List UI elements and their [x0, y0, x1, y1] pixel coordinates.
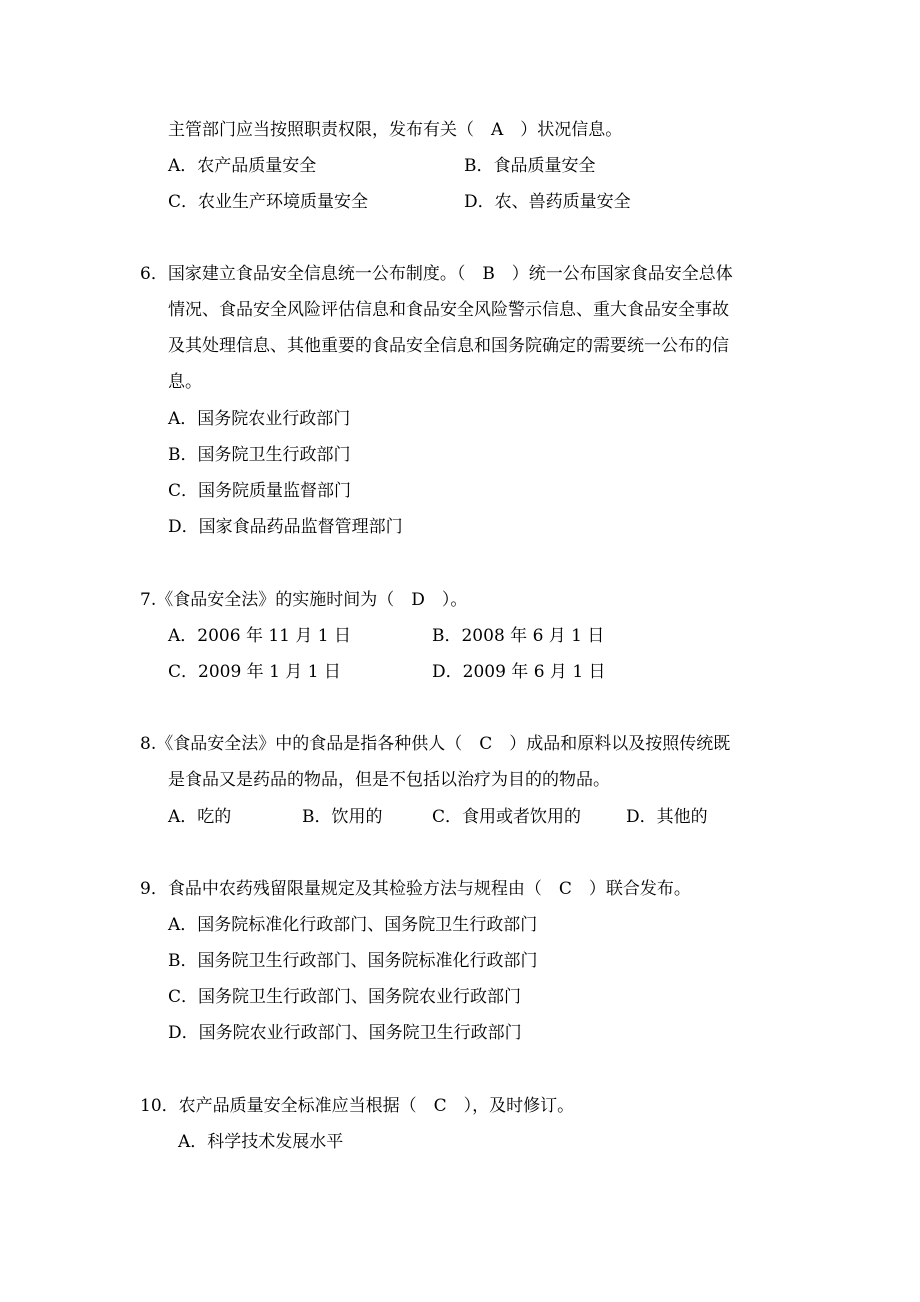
q6-option-d: D．国家食品药品监督管理部门: [168, 517, 403, 537]
q8-stem-line: 8.《食品安全法》中的食品是指各种供人（ C ）成品和原料以及按照传统既: [140, 734, 731, 754]
q6-stem-line: 情况、食品安全风险评估信息和食品安全风险警示信息、重大食品安全事故: [168, 300, 729, 320]
q6-option-c: C．国务院质量监督部门: [168, 481, 352, 501]
q9-stem-line: 9．食品中农药残留限量规定及其检验方法与规程由（ C ）联合发布。: [140, 879, 691, 899]
q8-option-c: C．食用或者饮用的: [432, 807, 582, 827]
q7-option-a: A．2006 年 11 月 1 日: [168, 626, 352, 646]
q7-option-b: B．2008 年 6 月 1 日: [432, 626, 605, 646]
q9-option-d: D．国务院农业行政部门、国务院卫生行政部门: [168, 1023, 522, 1043]
q7-stem-line: 7.《食品安全法》的实施时间为（ D ）。: [140, 590, 468, 610]
q5-option-a: A．农产品质量安全: [168, 156, 317, 176]
q5-option-b: B．食品质量安全: [464, 156, 596, 176]
q6-option-b: B．国务院卫生行政部门: [168, 445, 351, 465]
q6-stem-line: 及其处理信息、其他重要的食品安全信息和国务院确定的需要统一公布的信: [168, 336, 729, 356]
q8-option-d: D．其他的: [626, 807, 708, 827]
q10-option-a: A．科学技术发展水平: [178, 1132, 344, 1152]
q7-option-d: D．2009 年 6 月 1 日: [432, 662, 606, 682]
q5-option-c: C．农业生产环境质量安全: [168, 192, 369, 212]
q9-option-b: B．国务院卫生行政部门、国务院标准化行政部门: [168, 951, 538, 971]
q9-option-a: A．国务院标准化行政部门、国务院卫生行政部门: [168, 915, 538, 935]
q8-option-b: B．饮用的: [302, 807, 383, 827]
q10-stem-line: 10．农产品质量安全标准应当根据（ C ），及时修订。: [140, 1096, 575, 1116]
q5-option-d: D．农、兽药质量安全: [464, 192, 631, 212]
q5-stem-line: 主管部门应当按照职责权限，发布有关（ A ）状况信息。: [168, 120, 623, 140]
q8-option-a: A．吃的: [168, 807, 232, 827]
q6-stem-line: 6．国家建立食品安全信息统一公布制度。（ B ）统一公布国家食品安全总体: [140, 264, 733, 284]
q9-option-c: C．国务院卫生行政部门、国务院农业行政部门: [168, 987, 522, 1007]
q6-stem-line: 息。: [168, 372, 202, 392]
q8-stem-line: 是食品又是药品的物品，但是不包括以治疗为目的的物品。: [168, 770, 610, 790]
q7-option-c: C．2009 年 1 月 1 日: [168, 662, 341, 682]
q6-option-a: A．国务院农业行政部门: [168, 409, 351, 429]
